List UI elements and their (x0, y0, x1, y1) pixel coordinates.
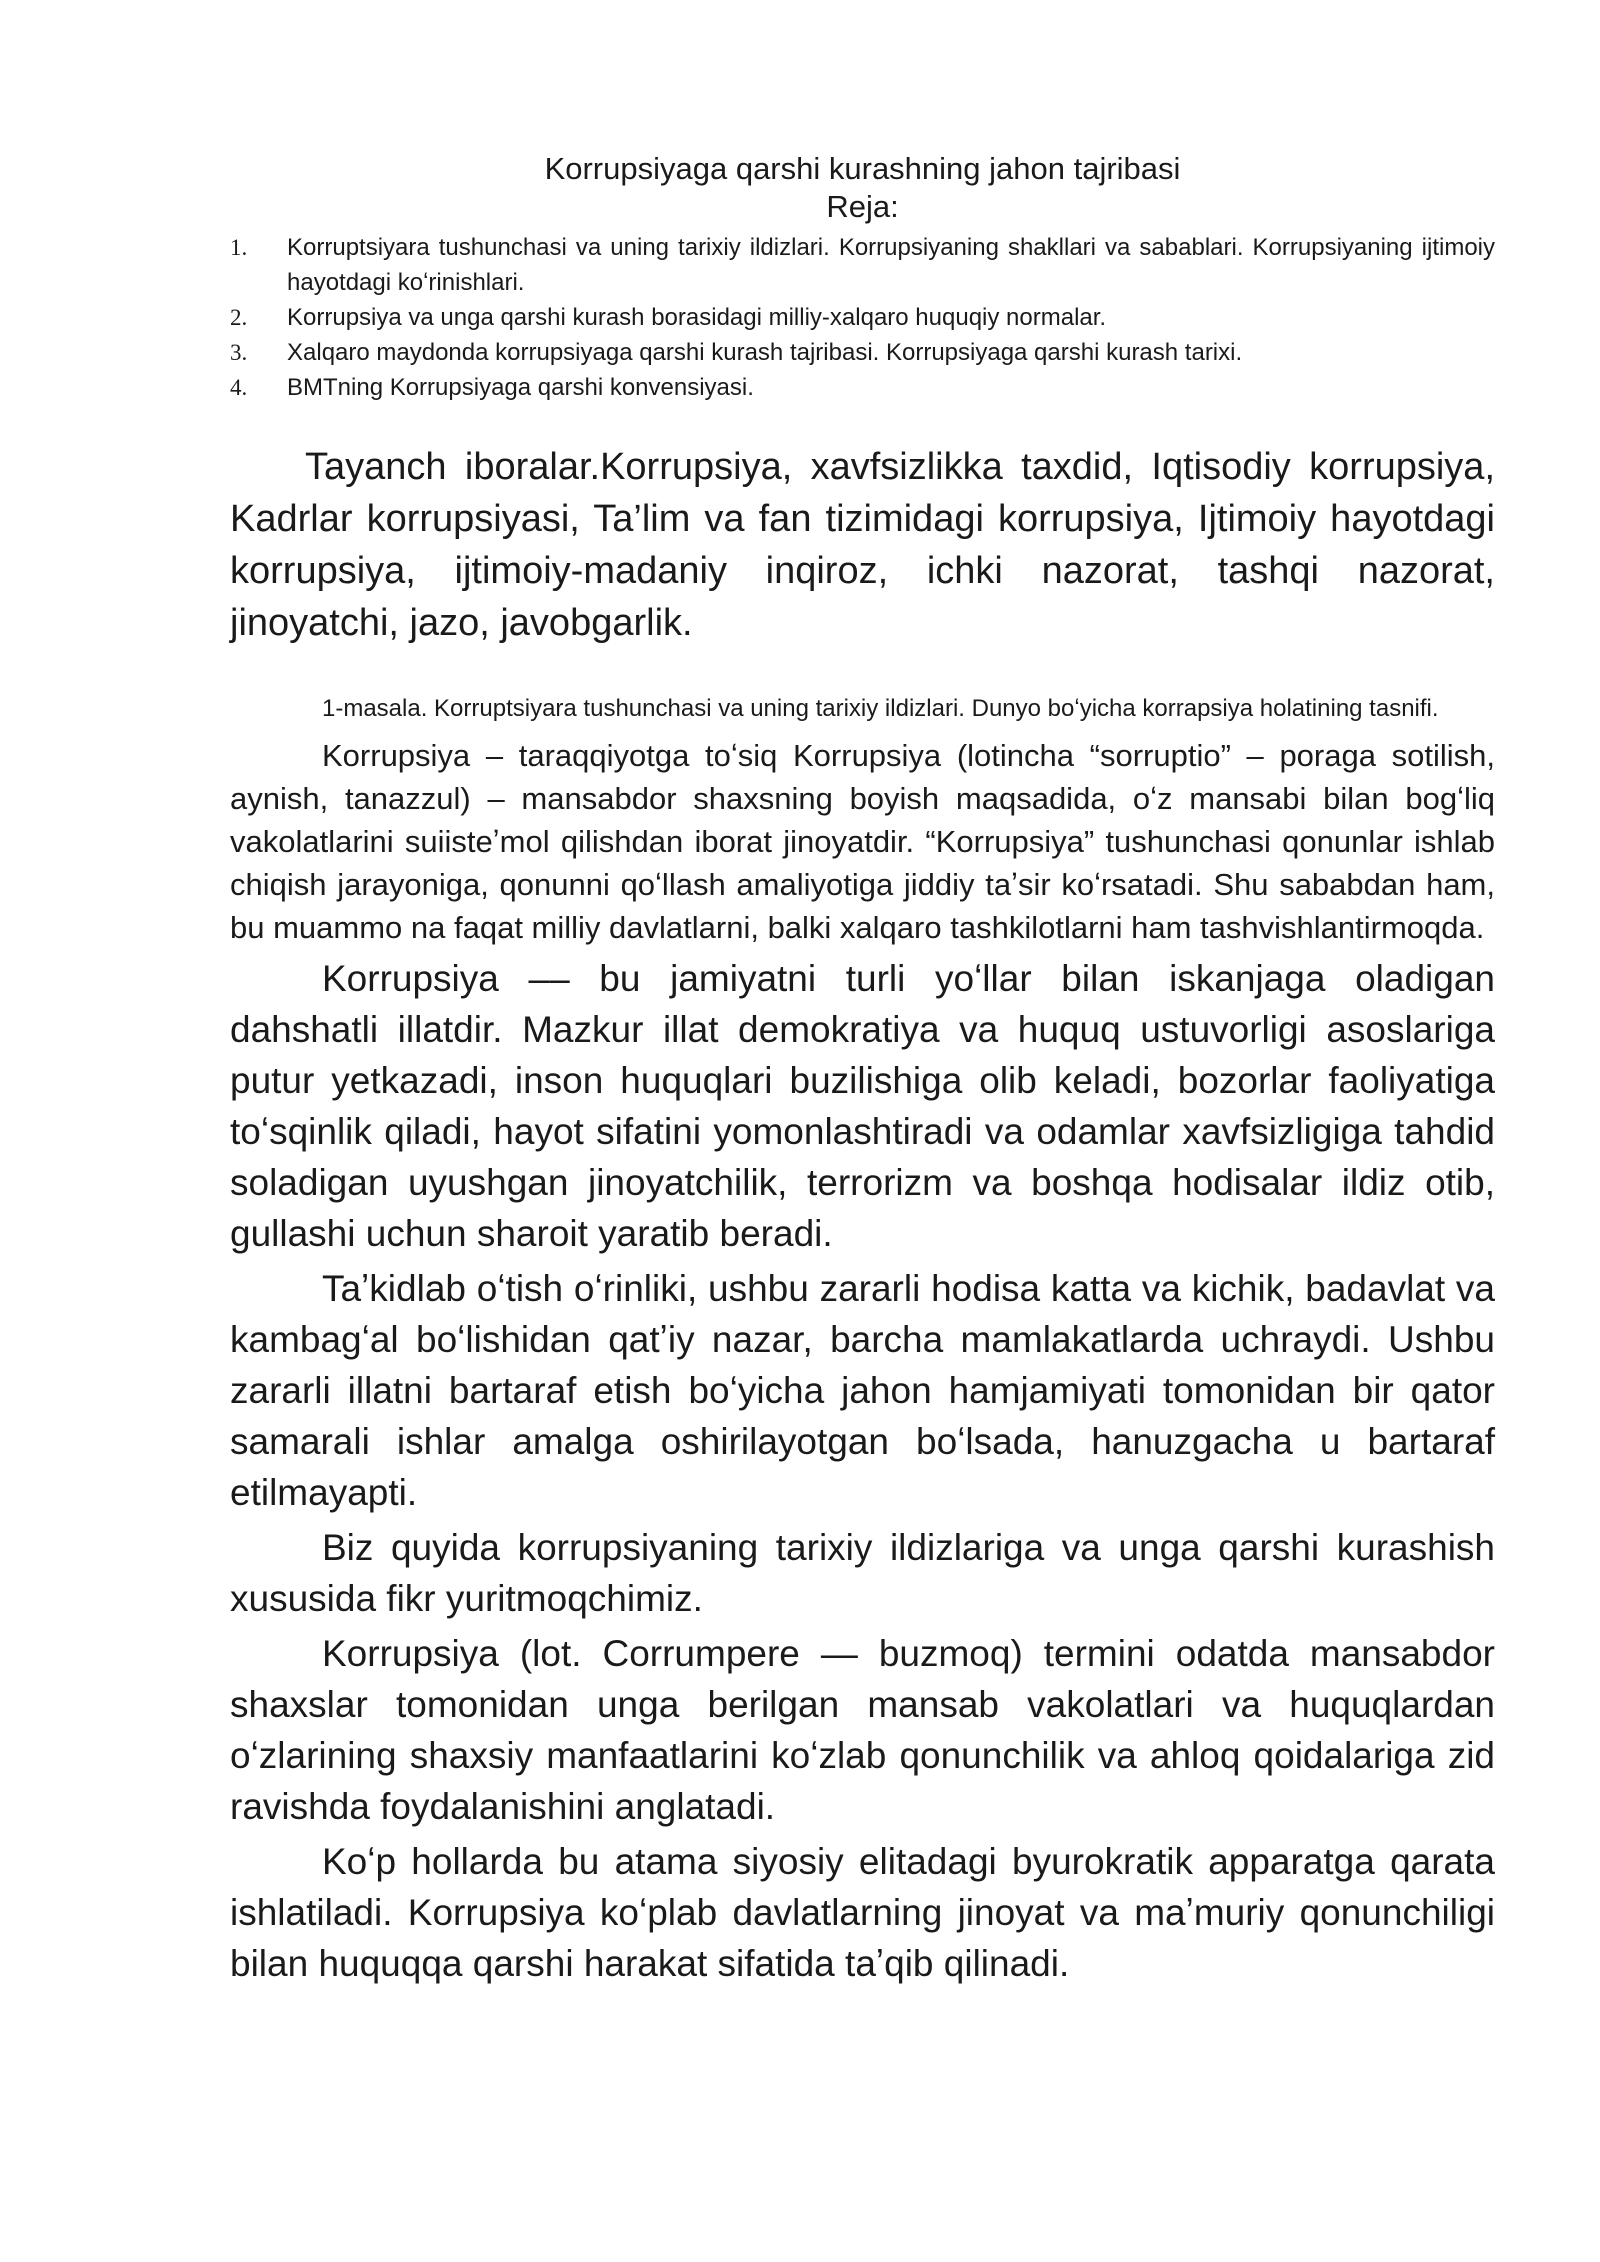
plan-item-number: 2. (230, 305, 248, 330)
body-paragraph-5: Koʻp hollarda bu atama siyosiy elitadagi byurokratik apparatga qarata ishlatiladi. Korrupsiya koʻplab davlatlarning jinoyat va maʼmuriy qonunchiligi bilan huquqqa qarshi harakat sifatida taʼqib qilinadi. (230, 1841, 1495, 1984)
plan-item-4 (230, 370, 1495, 405)
plan-item-text: Xalqaro maydonda korrupsiyaga qarshi kurash tajribasi. Korrupsiyaga qarshi kurash tarixi. (287, 339, 1243, 366)
plan-item-number: 1. (230, 235, 248, 260)
section-heading: 1-masala. Korruptsiyara tushunchasi va uning tarixiy ildizlari. Dunyo boʻyicha korrapsiya holatining tasnifi. (322, 695, 1439, 722)
plan-item-3 (230, 335, 1495, 370)
body-paragraph-3: Biz quyida korrupsiyaning tarixiy ildizlariga va unga qarshi kurashish xususida fikr yuritmoqchimiz. (230, 1527, 1495, 1619)
plan-item-number: 4. (230, 375, 248, 400)
plan-item-number: 3. (230, 340, 248, 365)
keywords-paragraph: Tayanch iboralar.Korrupsiya, xavfsizlikka taxdid, Iqtisodiy korrupsiya, Kadrlar korrupsiyasi, Ta’lim va fan tizimidagi korrupsiya, Ijtimoiy hayotdagi korrupsiya, ijtimoiy-madaniy inqiroz, ichki nazorat, tashqi nazorat, jinoyatchi, jazo, javobgarlik. (230, 446, 1495, 644)
body-paragraph-4: Korrupsiya (lot. Corrumpere — buzmoq) termini odatda mansabdor shaxslar tomonidan unga berilgan mansab vakolatlari va huquqlardan oʻzlarining shaxsiy manfaatlarini koʻzlab qonunchilik va ahloq qoidalariga zid ravishda foydalanishini anglatadi. (230, 1633, 1495, 1827)
intro-paragraph: Korrupsiya – taraqqiyotga toʻsiq Korrupsiya (lotincha “sorruptio” – poraga sotilish, aynish, tanazzul) – mansabdor shaxsning boyish maqsadida, oʻz mansabi bilan bogʻliq vakolatlarini suiisteʼmol qilishdan iborat jinoyatdir. “Korrupsiya” tushunchasi qonunlar ishlab chiqish jarayoniga, qonunni qoʻllash amaliyotiga jiddiy taʼsir koʻrsatadi. Shu sababdan ham, bu muammo na faqat milliy davlatlarni, balki xalqaro tashkilotlarni ham tashvishlantirmoqda. (230, 738, 1495, 945)
body-paragraph-1: Korrupsiya –– bu jamiyatni turli yoʻllar bilan iskanjaga oladigan dahshatli illatdir. Mazkur illat demokratiya va huquq ustuvorligi asoslariga putur yetkazadi, inson huquqlari buzilishiga olib keladi, bozorlar faoliyatiga toʻsqinlik qiladi, hayot sifatini yomonlashtiradi va odamlar xavfsizligiga tahdid soladigan uyushgan jinoyatchilik, terrorizm va boshqa hodisalar ildiz otib, gullashi uchun sharoit yaratib beradi. (230, 958, 1495, 1254)
plan-item-2 (230, 300, 1495, 335)
plan-item-1 (230, 230, 1495, 300)
plan-item-text: BMTning Korrupsiyaga qarshi konvensiyasi. (287, 374, 754, 401)
plan-list (230, 230, 1495, 405)
document-title: Korrupsiyaga qarshi kurashning jahon tajribasi (544, 151, 1181, 186)
document-page (230, 150, 1495, 1989)
body-paragraph-2: Taʼkidlab oʻtish oʻrinliki, ushbu zararli hodisa katta va kichik, badavlat va kambagʻal boʻlishidan qatʼiy nazar, barcha mamlakatlarda uchraydi. Ushbu zararli illatni bartaraf etish boʻyicha jahon hamjamiyati tomonidan bir qator samarali ishlar amalga oshirilayotgan boʻlsada, hanuzgacha u bartaraf etilmayapti. (230, 1268, 1495, 1513)
plan-heading: Reja: (826, 189, 899, 224)
plan-item-text: Korruptsiyara tushunchasi va uning tarixiy ildizlari. Korrupsiyaning shakllari va sabablari. Korrupsiyaning ijtimoiy hayotdagi koʻrinishlari. (287, 234, 1495, 296)
plan-item-text: Korrupsiya va unga qarshi kurash borasidagi milliy-xalqaro huquqiy normalar. (287, 304, 1107, 331)
